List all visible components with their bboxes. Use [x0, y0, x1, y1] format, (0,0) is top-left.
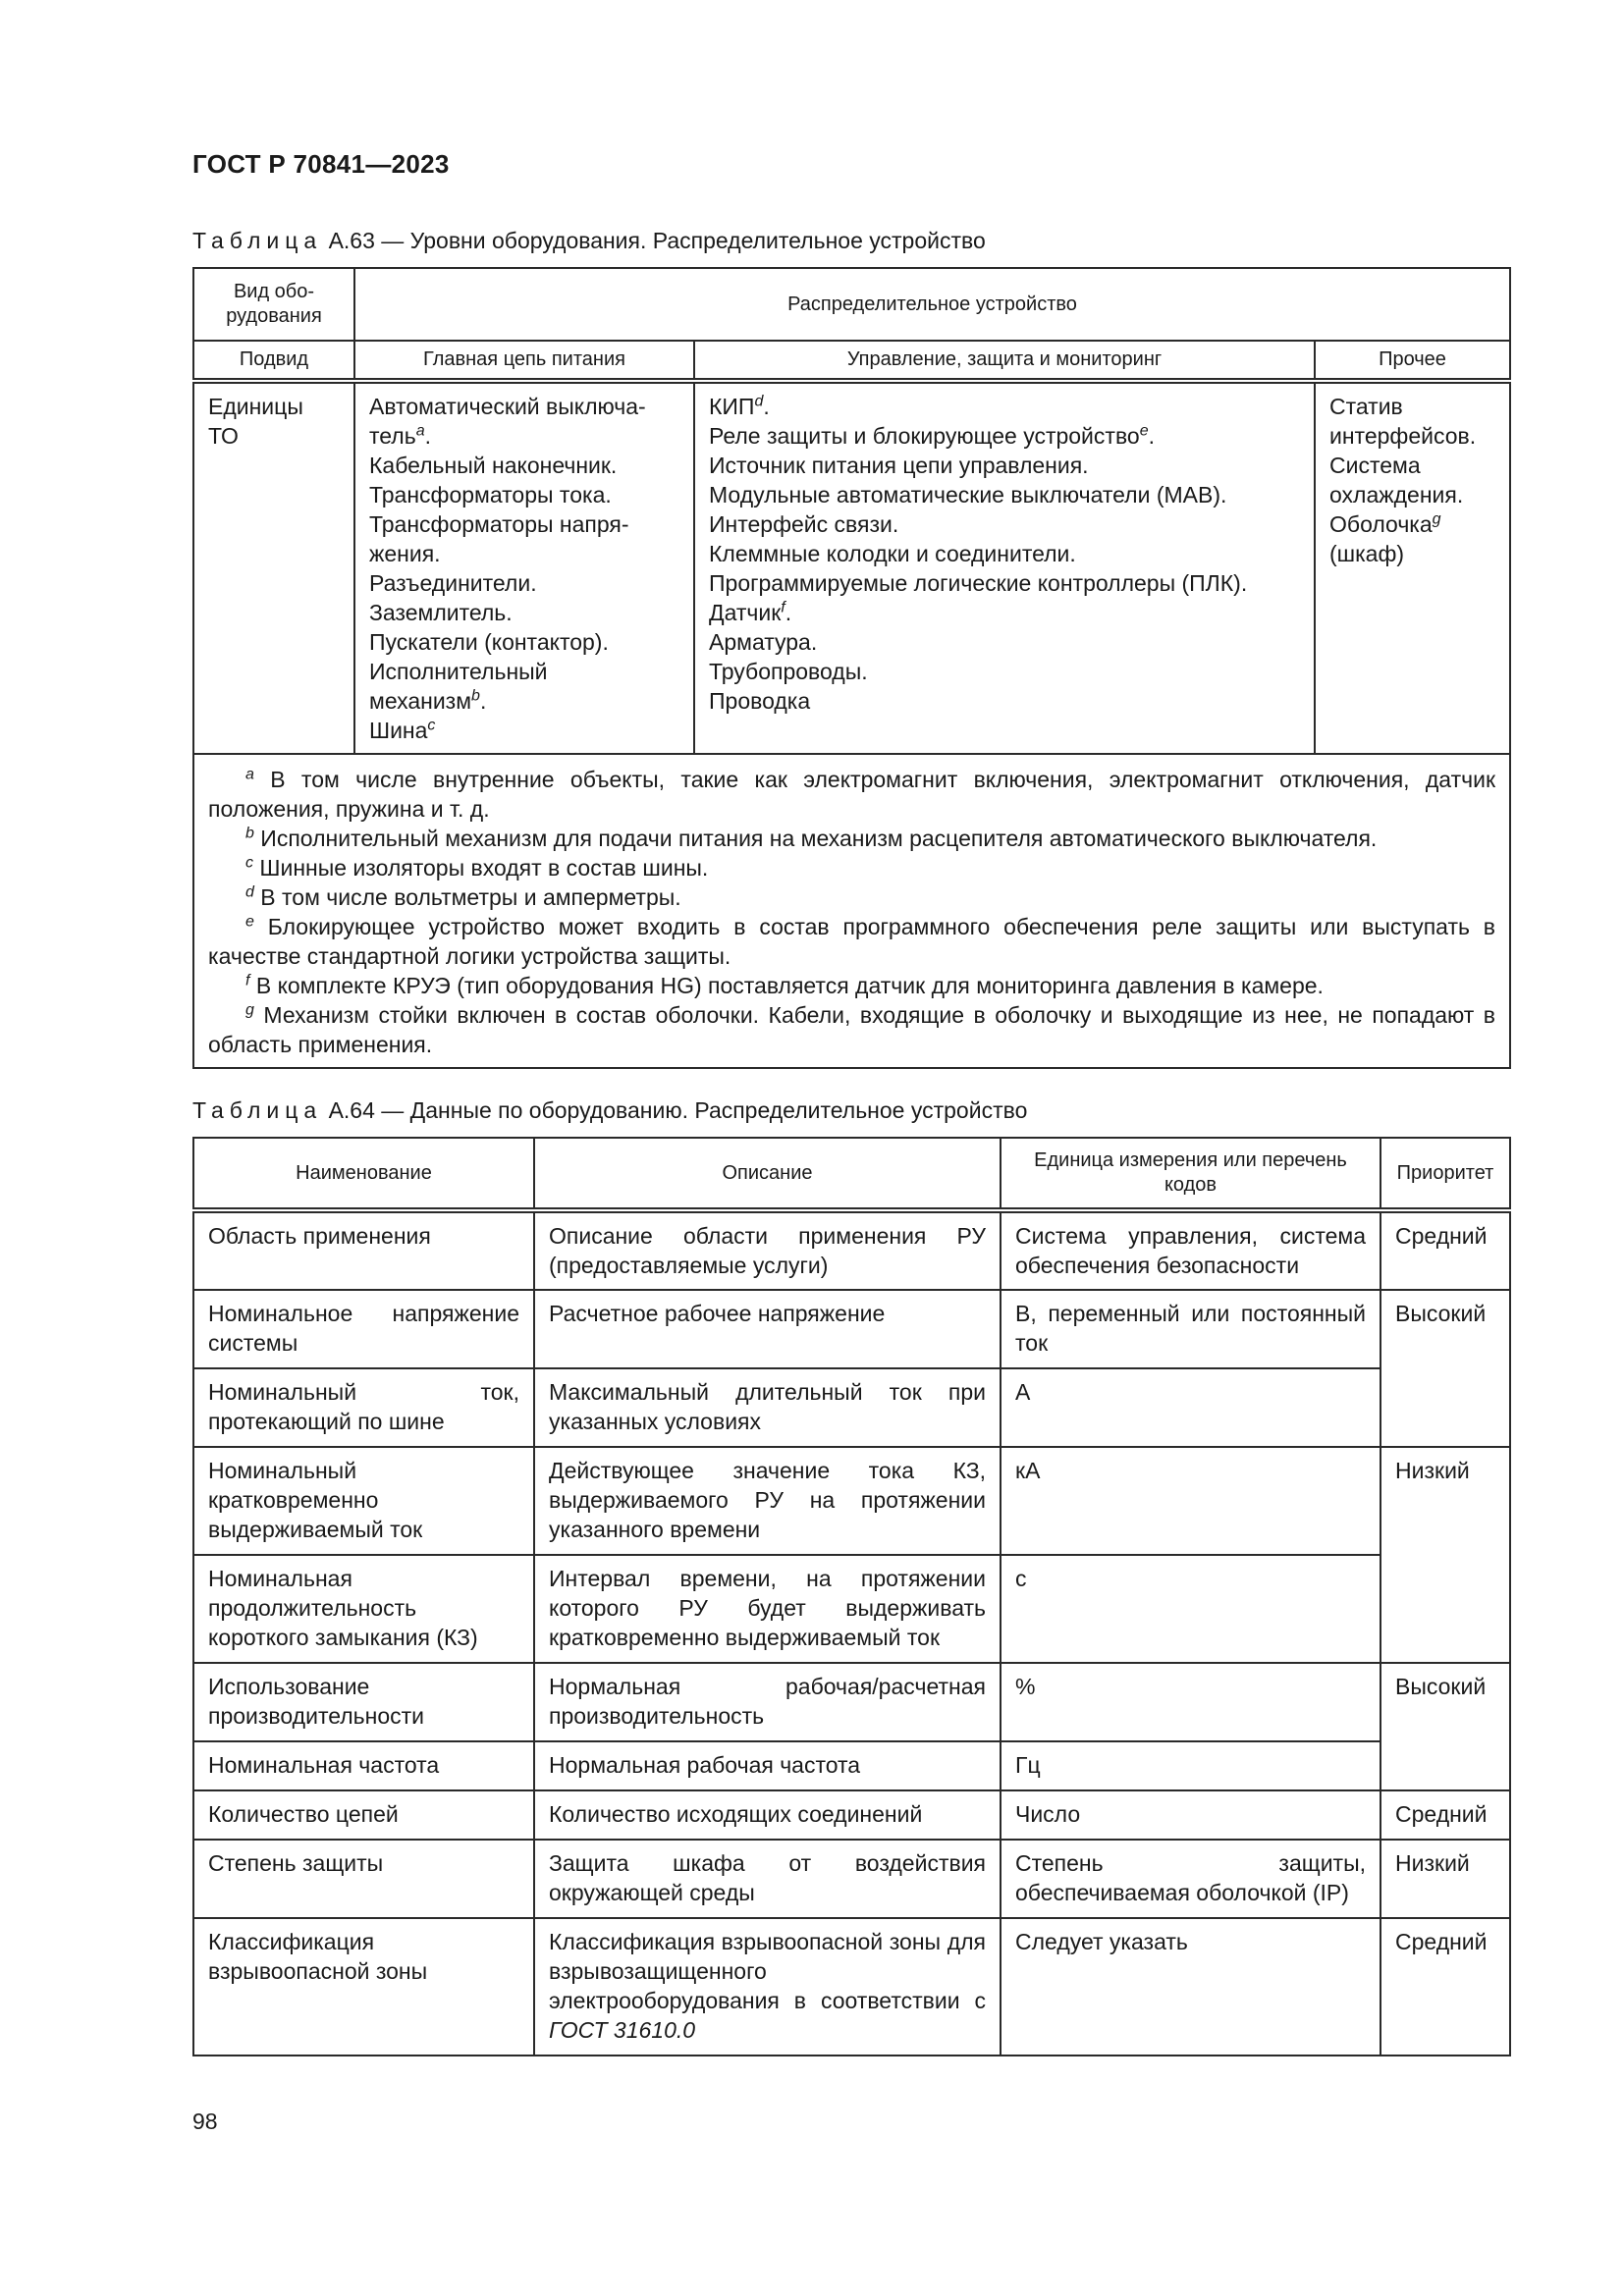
footnote-mark: b [245, 825, 254, 842]
line-text: Кабельный наконечник. [369, 453, 618, 478]
list-line [709, 686, 1300, 716]
list-line [709, 657, 1300, 686]
list-line [369, 598, 679, 627]
line-text: Модульные автоматические выключатели (МАВ). [709, 482, 1227, 507]
param-description: Нормальная рабочая/расчетная производительность [534, 1663, 1001, 1741]
table-row [193, 1741, 1510, 1790]
list-line [709, 598, 1300, 627]
equipment-levels-table [192, 267, 1511, 1069]
list-line [369, 392, 679, 421]
line-text: Клеммные колодки и соединители. [709, 541, 1076, 566]
footnote-mark: b [471, 687, 480, 705]
list-line [709, 509, 1300, 539]
param-unit: Число [1001, 1790, 1380, 1840]
footnote-mark: d [245, 883, 254, 901]
param-name: Использование производительности [193, 1663, 534, 1741]
line-text: (шкаф) [1329, 541, 1405, 566]
header-equipment-type: Вид обо-рудования [193, 268, 354, 341]
page-number: 98 [192, 2109, 218, 2134]
line-text: жения. [369, 541, 441, 566]
list-line [369, 657, 679, 686]
param-priority: Высокий [1380, 1663, 1510, 1790]
table-row [193, 1840, 1510, 1918]
header-subtype: Подвид [193, 341, 354, 381]
list-line [1329, 480, 1495, 509]
table-footnotes [193, 754, 1510, 1068]
list-line [369, 421, 679, 451]
param-name: Номинальное напряжение системы [193, 1290, 534, 1368]
param-name: Номинальный кратковременно выдерживаемый ток [193, 1447, 534, 1555]
param-unit: В, переменный или постоянный ток [1001, 1290, 1380, 1368]
param-description [534, 1918, 1001, 2056]
footnote-text: В том числе вольтметры и амперметры. [253, 884, 681, 910]
line-text: Трубопроводы. [709, 659, 868, 684]
footnote-text: Шинные изоляторы входят в состав шины. [253, 855, 709, 881]
footnote-mark: c [427, 717, 436, 734]
caption-text: А.63 — Уровни оборудования. Распределительное устройство [328, 228, 986, 253]
list-line [369, 686, 679, 716]
list-line [709, 451, 1300, 480]
param-priority: Средний [1380, 1210, 1510, 1290]
param-unit: Система управления, система обеспечения безопасности [1001, 1210, 1380, 1290]
footnote-mark: d [754, 393, 764, 410]
header-control-protection: Управление, защита и мониторинг [694, 341, 1315, 381]
footnote-mark: a [415, 422, 425, 440]
line-text: Датчик [709, 600, 782, 625]
table-caption-a63 [192, 228, 986, 254]
list-line [1329, 451, 1495, 480]
param-description: Действующее значение тока КЗ, выдерживаемого РУ на протяжении указанного времени [534, 1447, 1001, 1555]
other-list [1315, 381, 1510, 754]
param-unit: А [1001, 1368, 1380, 1447]
line-tail: . [1148, 423, 1155, 449]
footnote-text: В комплекте КРУЭ (тип оборудования HG) поставляется датчик для мониторинга давления в камере. [249, 973, 1324, 998]
param-priority: Средний [1380, 1790, 1510, 1840]
caption-word: Таблица [192, 1097, 323, 1123]
line-text: Интерфейс связи. [709, 511, 899, 537]
table-caption-a64 [192, 1097, 1027, 1124]
param-unit: Гц [1001, 1741, 1380, 1790]
equipment-data-table [192, 1137, 1511, 2056]
list-line [369, 451, 679, 480]
param-priority: Низкий [1380, 1447, 1510, 1663]
line-text: Автоматический выключа- [369, 394, 646, 419]
line-text: КИП [709, 394, 755, 419]
footnote-mark: f [781, 599, 785, 616]
header-switchgear: Распределительное устройство [354, 268, 1510, 341]
table-row [193, 1790, 1510, 1840]
list-line [369, 539, 679, 568]
param-name: Количество цепей [193, 1790, 534, 1840]
table-header-row [193, 268, 1510, 341]
control-protection-list [694, 381, 1315, 754]
main-circuit-list [354, 381, 694, 754]
table-subheader-row [193, 341, 1510, 381]
table-row [193, 1368, 1510, 1447]
line-text: Реле защиты и блокирующее устройство [709, 423, 1140, 449]
table-row [193, 381, 1510, 754]
footnotes-row [193, 754, 1510, 1068]
footnote [208, 824, 1495, 853]
caption-word: Таблица [192, 228, 323, 253]
header-main-circuit: Главная цепь питания [354, 341, 694, 381]
list-line [369, 480, 679, 509]
standard-reference: ГОСТ 31610.0 [549, 2017, 696, 2043]
line-text: тель [369, 423, 416, 449]
line-tail: . [479, 688, 487, 714]
param-name: Степень защиты [193, 1840, 534, 1918]
footnote-text: Механизм стойки включен в состав оболочки. Кабели, входящие в оболочку и выходящие из нее, не попадают в область применения. [208, 1002, 1496, 1057]
footnote-text: Блокирующее устройство может входить в состав программного обеспечения реле защиты или выступать в качестве стандартной логики устройства защиты. [208, 914, 1496, 969]
line-text: Трансформаторы тока. [369, 482, 612, 507]
param-name: Классификация взрывоопасной зоны [193, 1918, 534, 2056]
list-line [1329, 421, 1495, 451]
line-text: Разъединители. [369, 570, 537, 596]
list-line [709, 392, 1300, 421]
param-name: Номинальная частота [193, 1741, 534, 1790]
param-description: Нормальная рабочая частота [534, 1741, 1001, 1790]
document-header: ГОСТ Р 70841—2023 [192, 149, 450, 179]
table-row [193, 1555, 1510, 1663]
footnote [208, 765, 1495, 824]
header-other: Прочее [1315, 341, 1510, 381]
list-line [709, 568, 1300, 598]
param-priority: Низкий [1380, 1840, 1510, 1918]
line-tail: . [763, 394, 770, 419]
list-line [1329, 392, 1495, 421]
line-text: Статив [1329, 394, 1403, 419]
param-unit: % [1001, 1663, 1380, 1741]
param-description: Защита шкафа от воздействия окружающей среды [534, 1840, 1001, 1918]
param-priority: Высокий [1380, 1290, 1510, 1447]
line-text: Оболочка [1329, 511, 1433, 537]
table-row [193, 1918, 1510, 2056]
line-text: Трансформаторы напря- [369, 511, 629, 537]
line-text: Шина [369, 718, 428, 743]
header-name: Наименование [193, 1138, 534, 1210]
footnote [208, 882, 1495, 912]
param-description: Максимальный длительный ток при указанных условиях [534, 1368, 1001, 1447]
param-name: Номинальная продолжительность короткого замыкания (КЗ) [193, 1555, 534, 1663]
table-row [193, 1663, 1510, 1741]
list-line [1329, 539, 1495, 568]
list-line [709, 480, 1300, 509]
row-label: Единицы ТО [193, 381, 354, 754]
list-line [709, 539, 1300, 568]
header-unit: Единица измерения или перечень кодов [1001, 1138, 1380, 1210]
list-line [369, 716, 679, 745]
footnote-mark: e [1139, 422, 1149, 440]
line-text: Источник питания цепи управления. [709, 453, 1089, 478]
footnote-mark: c [245, 854, 253, 872]
param-unit: Степень защиты, обеспечиваемая оболочкой (IP) [1001, 1840, 1380, 1918]
footnote-mark: g [245, 1001, 254, 1019]
line-text: интерфейсов. [1329, 423, 1477, 449]
param-name: Номинальный ток, протекающий по шине [193, 1368, 534, 1447]
line-text: механизм [369, 688, 472, 714]
footnote-mark: f [245, 972, 250, 989]
header-priority: Приоритет [1380, 1138, 1510, 1210]
line-text: Пускатели (контактор). [369, 629, 609, 655]
list-line [1329, 509, 1495, 539]
table-row [193, 1290, 1510, 1368]
list-line [369, 509, 679, 539]
line-text: Арматура. [709, 629, 818, 655]
footnote [208, 971, 1495, 1000]
param-description: Расчетное рабочее напряжение [534, 1290, 1001, 1368]
line-tail: . [424, 423, 432, 449]
list-line [369, 627, 679, 657]
footnote [208, 1000, 1495, 1059]
list-line [369, 568, 679, 598]
line-tail: . [785, 600, 792, 625]
param-unit: с [1001, 1555, 1380, 1663]
param-description: Интервал времени, на протяжении которого РУ будет выдерживать кратковременно выдерживаемый ток [534, 1555, 1001, 1663]
line-text: Система [1329, 453, 1421, 478]
param-description: Описание области применения РУ (предоставляемые услуги) [534, 1210, 1001, 1290]
table-header-row [193, 1138, 1510, 1210]
param-unit: кА [1001, 1447, 1380, 1555]
footnote-mark: a [245, 766, 254, 783]
footnote-text: Исполнительный механизм для подачи питания на механизм расцепителя автоматического выключателя. [253, 826, 1378, 851]
list-line [709, 627, 1300, 657]
param-description: Количество исходящих соединений [534, 1790, 1001, 1840]
footnote-mark: e [245, 913, 254, 931]
line-text: охлаждения. [1329, 482, 1464, 507]
line-text: Исполнительный [369, 659, 548, 684]
caption-text: А.64 — Данные по оборудованию. Распределительное устройство [328, 1097, 1028, 1123]
footnote [208, 853, 1495, 882]
description-text: Классификация взрывоопасной зоны для взрывозащищенного электрооборудования в соответствии с [549, 1929, 986, 2013]
param-unit: Следует указать [1001, 1918, 1380, 2056]
header-description: Описание [534, 1138, 1001, 1210]
line-text: Программируемые логические контроллеры (ПЛК). [709, 570, 1248, 596]
table-row [193, 1210, 1510, 1290]
list-line [709, 421, 1300, 451]
line-text: Проводка [709, 688, 811, 714]
param-name: Область применения [193, 1210, 534, 1290]
param-priority: Средний [1380, 1918, 1510, 2056]
footnote-text: В том числе внутренние объекты, такие как электромагнит включения, электромагнит отключения, датчик положения, пружина и т. д. [208, 767, 1496, 822]
footnote-mark: g [1432, 510, 1441, 528]
footnote [208, 912, 1495, 971]
line-text: Заземлитель. [369, 600, 513, 625]
table-row [193, 1447, 1510, 1555]
